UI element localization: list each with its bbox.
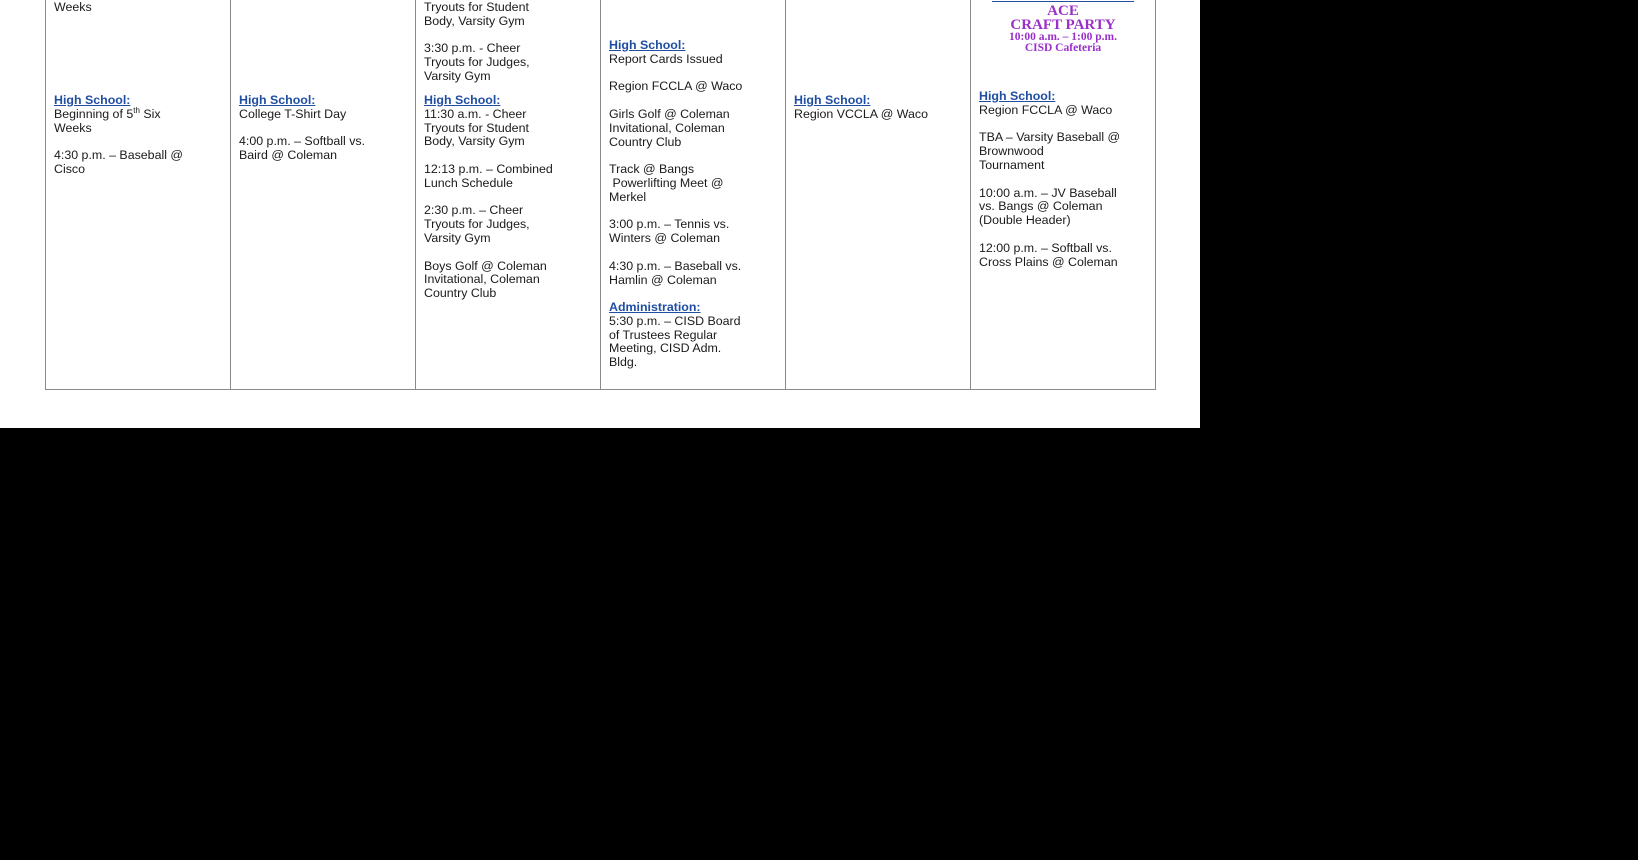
- event: [609, 80, 781, 94]
- text-line: 2:30 p.m. – Cheer: [424, 203, 524, 218]
- event: [979, 187, 1151, 228]
- event: [424, 42, 596, 83]
- text-line: 3:00 p.m. – Tennis vs.: [609, 217, 730, 232]
- text-line: 12:13 p.m. – Combined: [424, 161, 553, 176]
- day-cell-5: [786, 0, 971, 390]
- craft-party-notice: [971, 1, 1155, 54]
- event: [609, 260, 781, 288]
- text-line: [54, 105, 226, 122]
- party-time: 10:00 a.m. – 1:00 p.m.: [1009, 31, 1117, 43]
- text-line: Powerlifting Meet @: [609, 175, 724, 190]
- text-line: Report Cards Issued: [609, 51, 723, 66]
- event: [609, 163, 781, 204]
- section-header: Administration:: [609, 300, 701, 314]
- text-line: (Double Header): [979, 213, 1071, 228]
- event: [54, 105, 226, 136]
- ordinal-suffix: th: [133, 105, 140, 115]
- text-line: 4:00 p.m. – Softball vs.: [239, 134, 366, 149]
- event: [424, 260, 596, 301]
- party-title: ACE: [1047, 3, 1079, 19]
- day-cell-2: [231, 0, 416, 390]
- text-line: Lunch Schedule: [424, 175, 513, 190]
- high-school-section: [239, 94, 411, 163]
- event-text: Beginning of 5: [54, 106, 134, 121]
- text-line: Weeks: [54, 120, 92, 135]
- text-line: Body, Varsity Gym: [424, 134, 525, 149]
- text-line: of Trustees Regular: [609, 327, 718, 342]
- party-title: CRAFT PARTY: [1010, 17, 1116, 33]
- event: [609, 218, 781, 246]
- event-text: Six: [139, 106, 161, 121]
- text-line: Tryouts for Judges,: [424, 217, 530, 232]
- text-line: Tournament: [979, 157, 1045, 172]
- text-line: Merkel: [609, 189, 647, 204]
- high-school-section: [424, 94, 596, 301]
- event: [424, 108, 596, 149]
- carryover-text: [54, 1, 226, 15]
- text-line: Meeting, CISD Adm.: [609, 341, 722, 356]
- section-header: High School:: [239, 93, 316, 107]
- calendar-page: [0, 0, 1200, 428]
- text-line: Body, Varsity Gym: [424, 13, 525, 28]
- text-line: Region FCCLA @ Waco: [609, 79, 743, 94]
- text-line: Country Club: [424, 286, 497, 301]
- text-line: Baird @ Coleman: [239, 148, 337, 163]
- text-line: Brownwood: [979, 144, 1044, 159]
- text-line: Tryouts for Student: [424, 120, 529, 135]
- event: [424, 163, 596, 191]
- text-line: Cisco: [54, 161, 85, 176]
- text-line: College T-Shirt Day: [239, 106, 347, 121]
- section-header: High School:: [424, 93, 501, 107]
- text-line: Bldg.: [609, 355, 638, 370]
- section-header: High School:: [979, 89, 1056, 103]
- text-line: Track @ Bangs: [609, 162, 695, 177]
- text-line: Varsity Gym: [424, 230, 491, 245]
- administration-section: [609, 301, 781, 370]
- text-line: 4:30 p.m. – Baseball @: [54, 148, 183, 163]
- high-school-section: [54, 94, 226, 177]
- text-line: Girls Golf @ Coleman: [609, 106, 730, 121]
- text-line: Country Club: [609, 134, 682, 149]
- event: [979, 242, 1151, 270]
- text-line: 10:00 a.m. – JV Baseball: [979, 185, 1117, 200]
- event: [794, 108, 966, 122]
- text-line: Tryouts for Judges,: [424, 55, 530, 70]
- event: [979, 104, 1151, 118]
- party-location: CISD Cafeteria: [1024, 42, 1102, 54]
- text-line: Cross Plains @ Coleman: [979, 254, 1118, 269]
- calendar-week-row: [46, 0, 1156, 390]
- text-line: 4:30 p.m. – Baseball vs.: [609, 258, 742, 273]
- text-line: Invitational, Coleman: [609, 120, 725, 135]
- text-line: Region FCCLA @ Waco: [979, 102, 1113, 117]
- text-line: Invitational, Coleman: [424, 272, 540, 287]
- section-header: High School:: [609, 38, 686, 52]
- text-line: vs. Bangs @ Coleman: [979, 199, 1103, 214]
- carryover-events: [424, 1, 596, 84]
- event: [979, 131, 1151, 172]
- text-line: Boys Golf @ Coleman: [424, 258, 547, 273]
- day-cell-1: [46, 0, 231, 390]
- calendar-week-grid: [45, 0, 1156, 390]
- day-cell-3: [416, 0, 601, 390]
- event: [609, 53, 781, 67]
- event: [609, 108, 781, 149]
- text-line: 12:00 p.m. – Softball vs.: [979, 240, 1112, 255]
- high-school-section: [979, 90, 1151, 269]
- text-line: Varsity Gym: [424, 68, 491, 83]
- event: [54, 149, 226, 177]
- text-line: Winters @ Coleman: [609, 231, 721, 246]
- event: [424, 204, 596, 245]
- event: [424, 1, 596, 29]
- text-line: Hamlin @ Coleman: [609, 272, 717, 287]
- text-line: 11:30 a.m. - Cheer: [424, 106, 527, 121]
- day-cell-6: [971, 0, 1156, 390]
- event: [609, 315, 781, 370]
- text-line: Weeks: [54, 0, 92, 14]
- high-school-section: [794, 94, 966, 122]
- text-line: Region VCCLA @ Waco: [794, 106, 929, 121]
- event: [239, 135, 411, 163]
- high-school-section: [609, 39, 781, 287]
- section-header: High School:: [54, 93, 131, 107]
- text-line: 5:30 p.m. – CISD Board: [609, 313, 741, 328]
- day-cell-4: [601, 0, 786, 390]
- event: [239, 108, 411, 122]
- section-header: High School:: [794, 93, 871, 107]
- text-line: Tryouts for Student: [424, 0, 529, 14]
- text-line: 3:30 p.m. - Cheer: [424, 41, 521, 56]
- text-line: TBA – Varsity Baseball @: [979, 130, 1121, 145]
- underline-rule: [992, 1, 1134, 2]
